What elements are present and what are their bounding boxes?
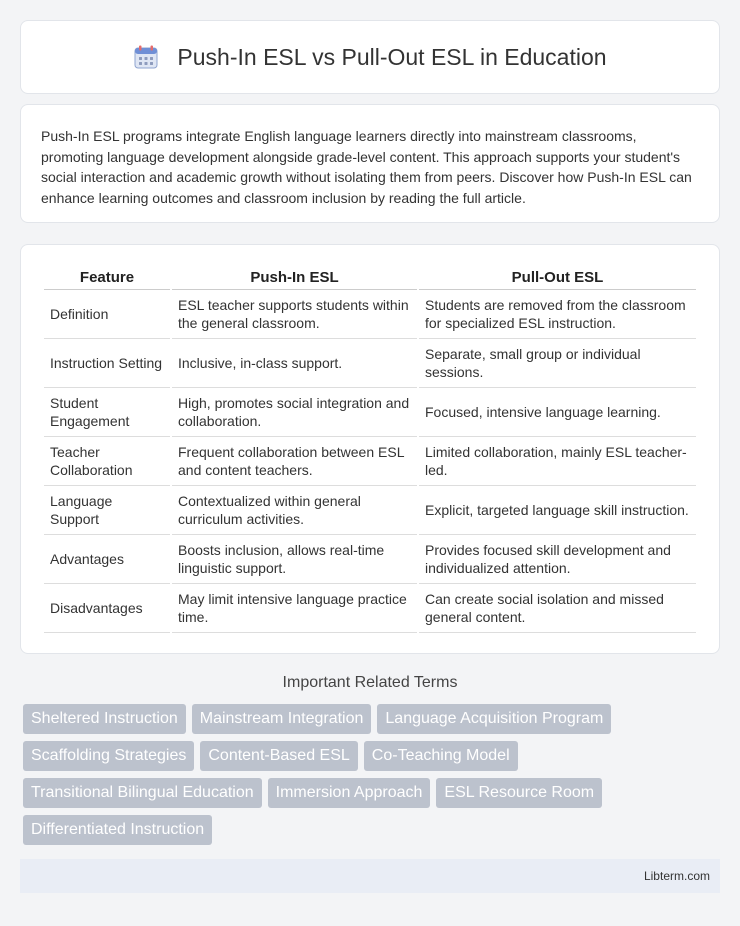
- tag-differentiated-instruction[interactable]: Differentiated Instruction: [23, 815, 212, 845]
- push-in-cell: Frequent collaboration between ESL and content teachers.: [172, 437, 417, 486]
- table-row: [44, 486, 696, 535]
- table-row: [44, 339, 696, 388]
- table-row: [44, 437, 696, 486]
- table-row: [44, 290, 696, 339]
- tag-esl-resource-room[interactable]: ESL Resource Room: [436, 778, 602, 808]
- pull-out-cell: Focused, intensive language learning.: [419, 388, 696, 437]
- feature-cell: Teacher Collaboration: [44, 437, 170, 486]
- pull-out-cell: Explicit, targeted language skill instruction.: [419, 486, 696, 535]
- comparison-table-card: [20, 244, 720, 654]
- table-header-row: [44, 265, 696, 290]
- tag-language-acquisition-program[interactable]: Language Acquisition Program: [377, 704, 611, 734]
- tag-content-based-esl[interactable]: Content-Based ESL: [200, 741, 357, 771]
- table-row: [44, 535, 696, 584]
- pull-out-cell: Provides focused skill development and individualized attention.: [419, 535, 696, 584]
- tag-mainstream-integration[interactable]: Mainstream Integration: [192, 704, 372, 734]
- push-in-cell: Contextualized within general curriculum activities.: [172, 486, 417, 535]
- pull-out-cell: Can create social isolation and missed general content.: [419, 584, 696, 633]
- tag-scaffolding-strategies[interactable]: Scaffolding Strategies: [23, 741, 194, 771]
- table-row: [44, 388, 696, 437]
- footer: [20, 859, 720, 893]
- related-terms-heading: Important Related Terms: [282, 674, 458, 691]
- pull-out-cell: Separate, small group or individual sessions.: [419, 339, 696, 388]
- title-card: [20, 20, 720, 94]
- header-push-in: Push-In ESL: [172, 265, 417, 290]
- header-pull-out: Pull-Out ESL: [419, 265, 696, 290]
- footer-site-link[interactable]: Libterm.com: [643, 869, 710, 883]
- push-in-cell: Boosts inclusion, allows real-time linguistic support.: [172, 535, 417, 584]
- push-in-cell: ESL teacher supports students within the general classroom.: [172, 290, 417, 339]
- feature-cell: Definition: [44, 290, 170, 339]
- header-feature: Feature: [44, 265, 170, 290]
- related-terms-tags: [20, 704, 720, 845]
- tag-transitional-bilingual-education[interactable]: Transitional Bilingual Education: [23, 778, 262, 808]
- comparison-table: [42, 265, 698, 633]
- intro-card: [20, 104, 720, 223]
- push-in-cell: Inclusive, in-class support.: [172, 339, 417, 388]
- tag-co-teaching-model[interactable]: Co-Teaching Model: [364, 741, 518, 771]
- push-in-cell: High, promotes social integration and collaboration.: [172, 388, 417, 437]
- feature-cell: Instruction Setting: [44, 339, 170, 388]
- page-title: Push-In ESL vs Pull-Out ESL in Education: [177, 43, 607, 70]
- pull-out-cell: Students are removed from the classroom for specialized ESL instruction.: [419, 290, 696, 339]
- feature-cell: Disadvantages: [44, 584, 170, 633]
- table-row: [44, 584, 696, 633]
- feature-cell: Language Support: [44, 486, 170, 535]
- push-in-cell: May limit intensive language practice time.: [172, 584, 417, 633]
- feature-cell: Advantages: [44, 535, 170, 584]
- pull-out-cell: Limited collaboration, mainly ESL teacher-led.: [419, 437, 696, 486]
- feature-cell: Student Engagement: [44, 388, 170, 437]
- tag-sheltered-instruction[interactable]: Sheltered Instruction: [23, 704, 186, 734]
- calendar-icon: [133, 44, 159, 70]
- intro-text: Push-In ESL programs integrate English language learners directly into mainstream classrooms, promoting language development alongside grade-level content. This approach supports your student's social interaction and academic growth without isolating them from peers. Discover how Push-In ESL can enhance learning outcomes and classroom inclusion by reading the full article.: [41, 128, 692, 206]
- related-terms-section: [20, 674, 720, 845]
- tag-immersion-approach[interactable]: Immersion Approach: [268, 778, 431, 808]
